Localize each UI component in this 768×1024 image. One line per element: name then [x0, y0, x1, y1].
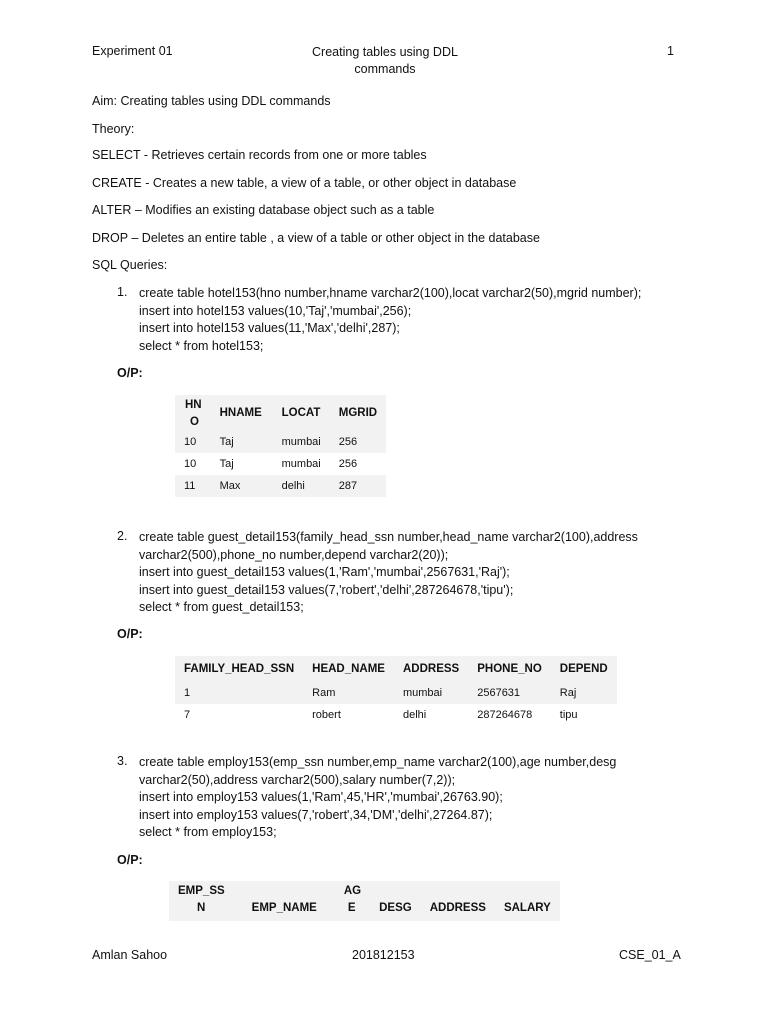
col-header-head-name: HEAD_NAME [303, 656, 394, 682]
col-header-depend: DEPEND [551, 656, 617, 682]
col-header-hname: HNAME [211, 395, 273, 431]
code-line: select * from employ153; [139, 825, 277, 840]
code-line: varchar2(50),address varchar2(500),salary number(7,2)); [139, 772, 456, 787]
cell: 287 [330, 475, 386, 497]
col-header-desg: DESG [370, 881, 421, 921]
query-3-number: 3. [117, 754, 128, 768]
header-experiment-label: Experiment 01 [92, 44, 173, 58]
col-header-locat: LOCAT [273, 395, 330, 431]
cell: Taj [211, 453, 273, 475]
col-header-address: ADDRESS [421, 881, 495, 921]
cell: 10 [175, 453, 211, 475]
query-2-number: 2. [117, 529, 128, 543]
cell: mumbai [394, 682, 468, 704]
table-header-row [175, 395, 386, 431]
output-label-1: O/P: [117, 366, 143, 380]
query-3-code [139, 754, 616, 842]
code-line: select * from hotel153; [139, 338, 264, 353]
code-line: select * from guest_detail153; [139, 600, 304, 615]
col-header-emp-ssn: EMP_SS N [169, 881, 243, 921]
table-row [175, 453, 386, 475]
header-title-line1: Creating tables using DDL [312, 45, 458, 59]
cell: Ram [303, 682, 394, 704]
code-line: insert into guest_detail153 values(7,'robert','delhi',287264678,'tipu'); [139, 582, 514, 597]
cell: 2567631 [468, 682, 551, 704]
col-header-phone-no: PHONE_NO [468, 656, 551, 682]
code-line: insert into employ153 values(7,'robert',34,'DM','delhi',27264.87); [139, 807, 493, 822]
result-table-3 [169, 881, 560, 921]
table-row [175, 475, 386, 497]
header-page-number: 1 [667, 44, 674, 58]
cell: 1 [175, 682, 303, 704]
output-label-2: O/P: [117, 627, 143, 641]
cell: 11 [175, 475, 211, 497]
result-table-2 [175, 656, 617, 726]
code-line: insert into hotel153 values(11,'Max','delhi',287); [139, 321, 400, 336]
query-1-number: 1. [117, 285, 128, 299]
col-header-age: AG E [335, 881, 370, 921]
col-header-family-head-ssn: FAMILY_HEAD_SSN [175, 656, 303, 682]
cell: 7 [175, 704, 303, 726]
table-header-row [175, 656, 617, 682]
cell: Raj [551, 682, 617, 704]
code-line: insert into hotel153 values(10,'Taj','mumbai',256); [139, 303, 412, 318]
cell: robert [303, 704, 394, 726]
select-definition: SELECT - Retrieves certain records from one or more tables [92, 148, 427, 162]
footer-class: CSE_01_A [619, 948, 681, 962]
cell: Taj [211, 431, 273, 453]
code-line: insert into guest_detail153 values(1,'Ram','mumbai',2567631,'Raj'); [139, 565, 510, 580]
create-definition: CREATE - Creates a new table, a view of a table, or other object in database [92, 176, 517, 190]
col-header-mgrid: MGRID [330, 395, 386, 431]
sql-queries-heading: SQL Queries: [92, 258, 168, 272]
footer-student-name: Amlan Sahoo [92, 948, 168, 962]
cell: 287264678 [468, 704, 551, 726]
code-line: create table hotel153(hno number,hname varchar2(100),locat varchar2(50),mgrid number); [139, 286, 642, 300]
code-line: create table employ153(emp_ssn number,emp_name varchar2(100),age number,desg [139, 755, 617, 769]
cell: mumbai [273, 453, 330, 475]
query-1-code [139, 285, 641, 355]
table-row [175, 431, 386, 453]
code-line: varchar2(500),phone_no number,depend varchar2(20)); [139, 547, 449, 562]
cell: delhi [273, 475, 330, 497]
col-header-emp-name: EMP_NAME [243, 881, 335, 921]
result-table-1 [175, 395, 386, 497]
theory-heading: Theory: [92, 122, 135, 136]
cell: tipu [551, 704, 617, 726]
code-line: insert into employ153 values(1,'Ram',45,'HR','mumbai',26763.90); [139, 790, 503, 805]
col-header-hno: HN O [175, 395, 211, 431]
cell: 10 [175, 431, 211, 453]
output-label-3: O/P: [117, 853, 143, 867]
table-row [175, 682, 617, 704]
table-header-row [169, 881, 560, 921]
table-row [175, 704, 617, 726]
query-2-code [139, 529, 638, 617]
cell: 256 [330, 453, 386, 475]
drop-definition: DROP – Deletes an entire table , a view of a table or other object in the database [92, 231, 540, 245]
cell: Max [211, 475, 273, 497]
col-header-address: ADDRESS [394, 656, 468, 682]
aim-line: Aim: Creating tables using DDL commands [92, 94, 331, 108]
header-title-line2: commands [354, 62, 416, 76]
cell: delhi [394, 704, 468, 726]
cell: 256 [330, 431, 386, 453]
col-header-salary: SALARY [495, 881, 560, 921]
footer-roll-number: 201812153 [352, 948, 415, 962]
code-line: create table guest_detail153(family_head_ssn number,head_name varchar2(100),address [139, 530, 638, 544]
cell: mumbai [273, 431, 330, 453]
alter-definition: ALTER – Modifies an existing database object such as a table [92, 203, 435, 217]
header-title [290, 44, 480, 78]
